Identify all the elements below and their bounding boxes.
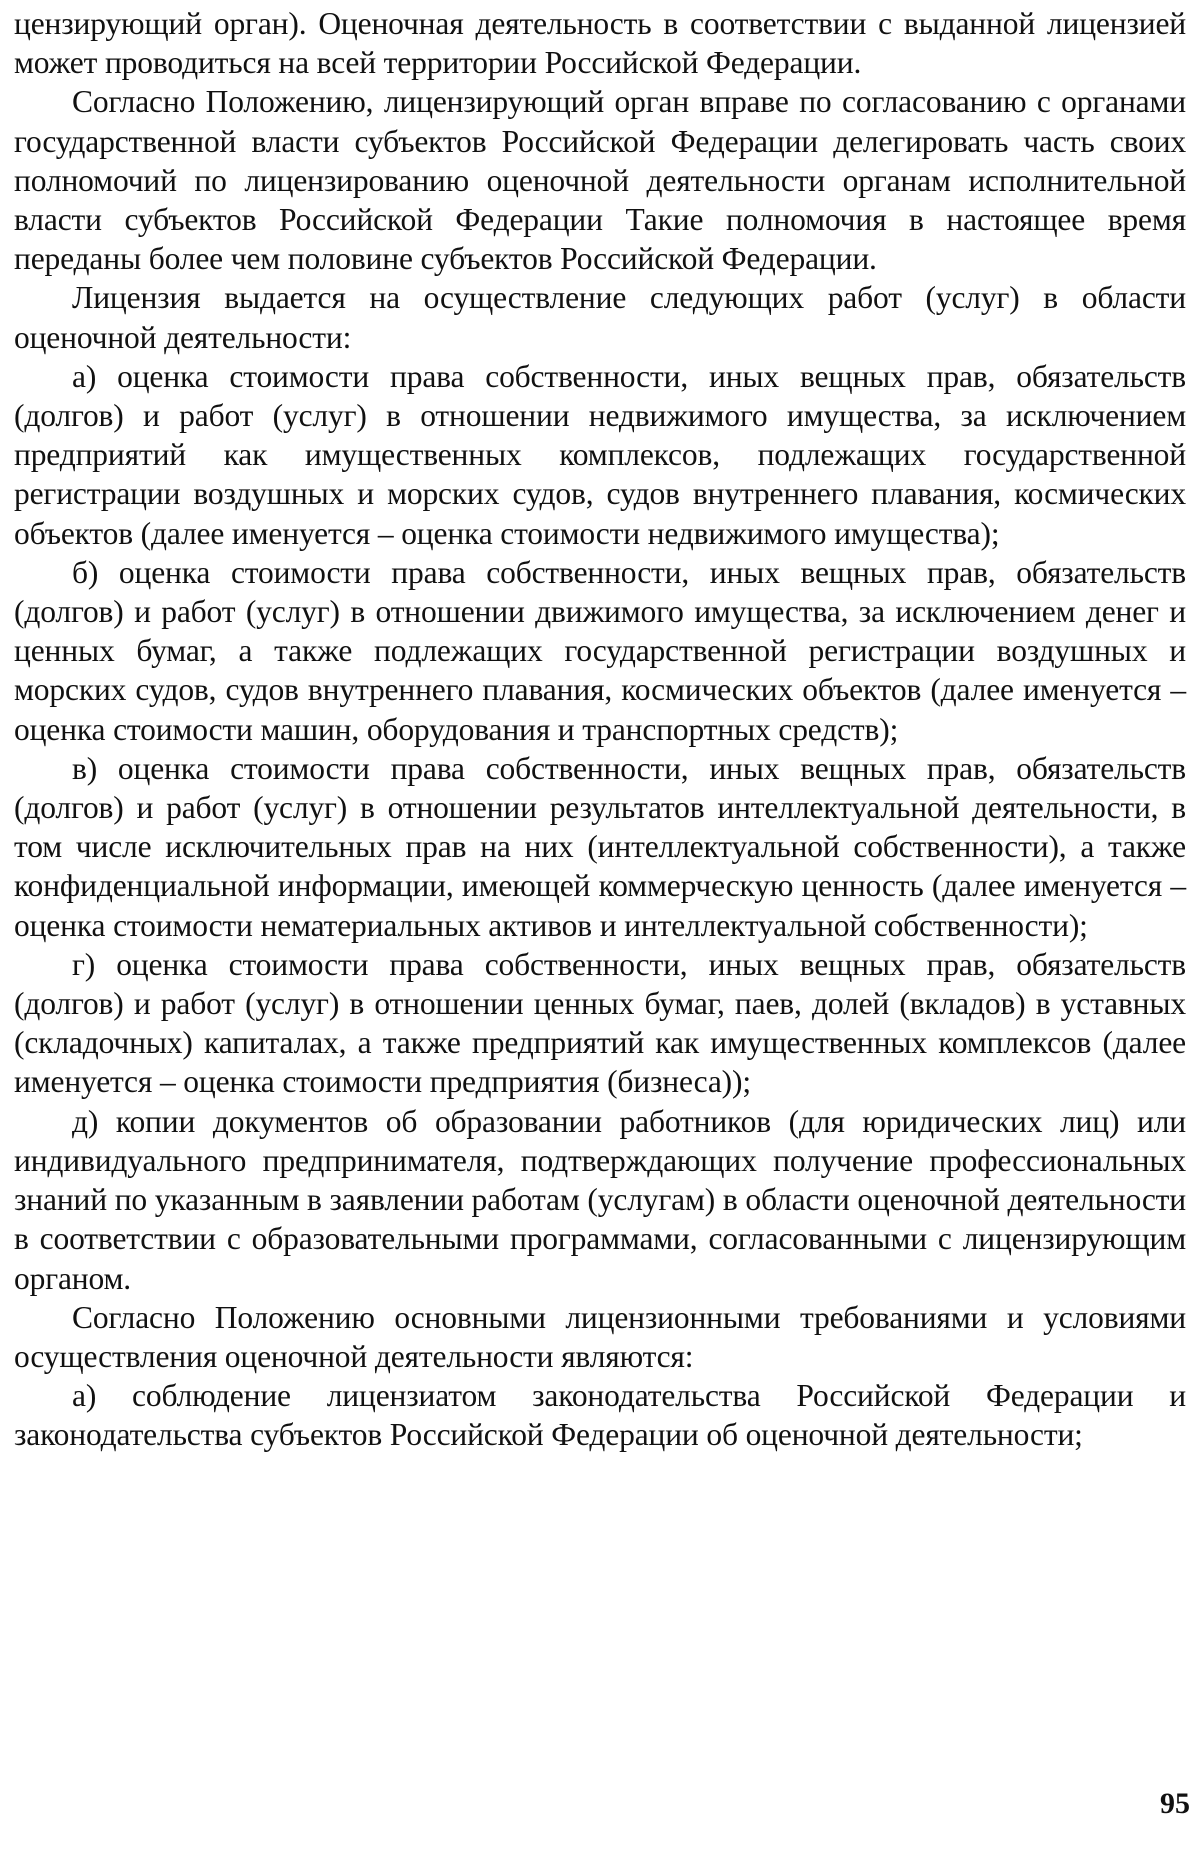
paragraph: Согласно Положению, лицензирующий орган вправе по согласованию с органами государственной власти субъектов Российской Федерации делегировать часть своих полномочий по лицензированию оценочной деятельности органам исполнительной власти субъектов Российской Федерации Такие полномочия в настоящее время переданы более чем половине субъектов Российской Федерации.: [14, 84, 1186, 277]
list-item: в) оценка стоимости права собственности, иных вещных прав, обязательств (долгов) и работ (услуг) в отношении результатов интеллектуальной деятельности, в том числе исключительных прав на них (интеллектуальной собственности), а также конфиденциальной информации, имеющей коммерческую ценность (далее именуется – оценка стоимости нематериальных активов и интеллектуальной собственности);: [14, 750, 1186, 943]
list-item: г) оценка стоимости права собственности, иных вещных прав, обязательств (долгов) и работ (услуг) в отношении ценных бумаг, паев, долей (вкладов) в уставных (складочных) капиталах, а также предприятий как имущественных комплексов (далее именуется – оценка стоимости предприятия (бизнеса));: [14, 946, 1186, 1100]
list-item: а) оценка стоимости права собственности, иных вещных прав, обязательств (долгов) и работ (услуг) в отношении недвижимого имущества, за исключением предприятий как имущественных комплексов, подлежащих государственной регистрации воздушных и морских судов, судов внутреннего плавания, космических объектов (далее именуется – оценка стоимости недвижимого имущества);: [14, 358, 1186, 551]
list-item: д) копии документов об образовании работников (для юридических лиц) или индивидуального предпринимателя, подтверждающих получение профессиональных знаний по указанным в заявлении работам (услугам) в области оценочной деятельности в соответствии с образовательными программами, согласованными с лицензирующим органом.: [14, 1103, 1186, 1296]
document-page: [14, 0, 1186, 1854]
paragraph: Лицензия выдается на осуществление следующих работ (услуг) в области оценочной деятельности:: [14, 280, 1186, 355]
paragraph: цензирующий орган). Оценочная деятельность в соответствии с выданной лицензией может проводиться на всей территории Российской Федерации.: [14, 6, 1186, 81]
list-item: б) оценка стоимости права собственности, иных вещных прав, обязательств (долгов) и работ (услуг) в отношении движимого имущества, за исключением денег и ценных бумаг, а также подлежащих государственной регистрации воздушных и морских судов, судов внутреннего плавания, космических объектов (далее именуется – оценка стоимости машин, оборудования и транспортных средств);: [14, 554, 1186, 747]
page-number: 95: [1160, 1787, 1190, 1820]
paragraph: Согласно Положению основными лицензионными требованиями и условиями осуществления оценочной деятельности являются:: [14, 1299, 1186, 1374]
list-item: а) соблюдение лицензиатом законодательства Российской Федерации и законодательства субъектов Российской Федерации об оценочной деятельности;: [14, 1378, 1186, 1453]
